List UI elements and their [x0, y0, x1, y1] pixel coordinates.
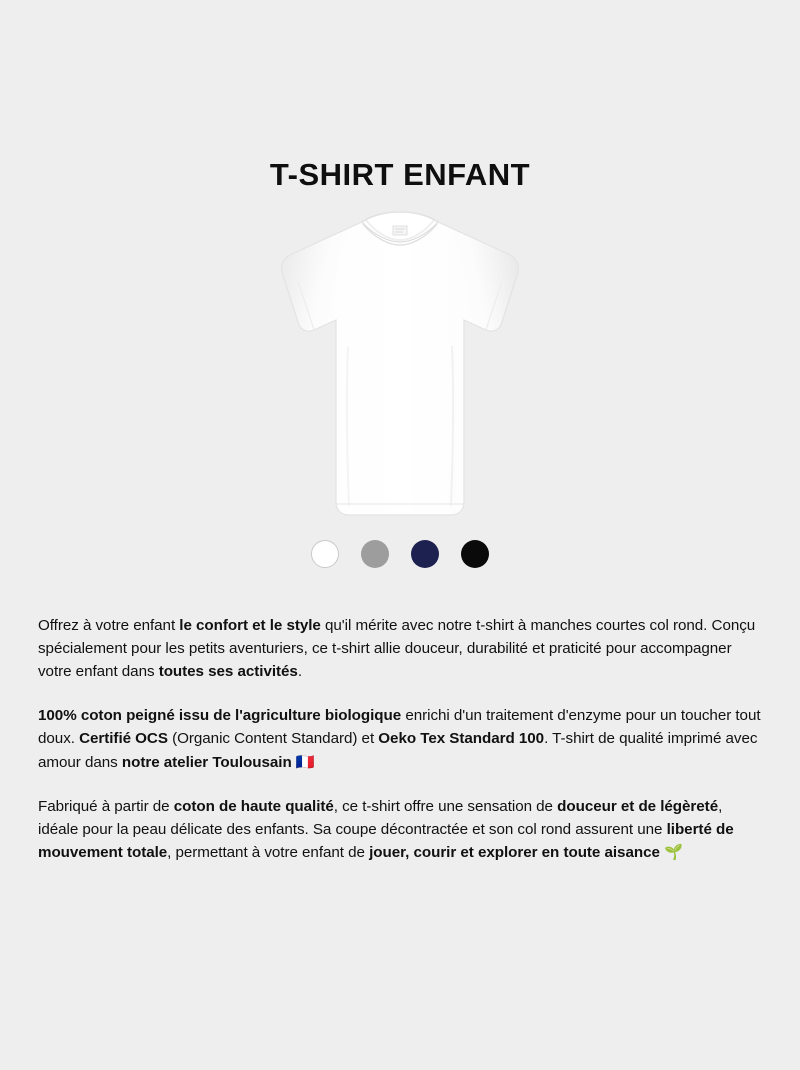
color-swatches[interactable] — [0, 540, 800, 568]
color-swatch-noir[interactable] — [461, 540, 489, 568]
color-swatch-blanc[interactable] — [311, 540, 339, 568]
neck-label — [393, 226, 407, 235]
color-swatch-gris[interactable] — [361, 540, 389, 568]
page-title: T-SHIRT ENFANT — [269, 157, 531, 192]
description-paragraph-2: 100% coton peigné issu de l'agriculture biologique enrichi d'un traitement d'enzyme pour un toucher tout doux. Certifié OCS (Organic Content Standard) et Oeko Tex Standard 100. T-shirt de qualité imprimé avec amour dans notre atelier Toulousain 🇫🇷 — [38, 707, 761, 771]
product-image[interactable] — [0, 206, 800, 526]
description-paragraph-3: Fabriqué à partir de coton de haute qualité, ce t-shirt offre une sensation de douceur et de légèreté, idéale pour la peau délicate des enfants. Sa coupe décontractée et son col rond assurent une liberté de mouvement totale, permettant à votre enfant de jouer, courir et explorer en toute aisance 🌱 — [38, 797, 734, 861]
color-swatch-bleu-marine[interactable] — [411, 540, 439, 568]
tshirt-illustration — [250, 206, 550, 522]
description-paragraph-1: Offrez à votre enfant le confort et le style qu'il mérite avec notre t-shirt à manches courtes col rond. Conçu spécialement pour les petits aventuriers, ce t-shirt allie douceur, durabilité et praticité pour accompagner votre enfant dans toutes ses activités. — [38, 617, 756, 681]
product-description — [0, 568, 800, 864]
